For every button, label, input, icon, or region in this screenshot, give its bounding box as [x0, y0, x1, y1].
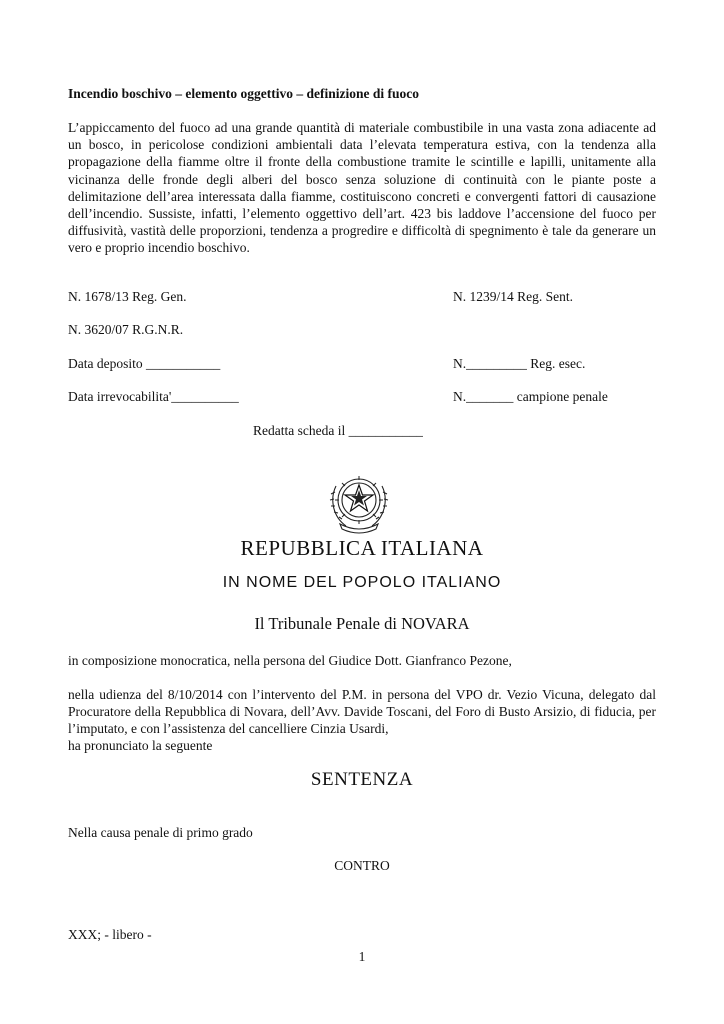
sentenza-title: SENTENZA	[310, 769, 414, 790]
case-summary: L’appiccamento del fuoco ad una grande quantità di materiale combustibile in una vasta zona adiacente ad un bosco, in pericolose condizioni ambientali data l’elevata temperatura estiva, con la tendenza alla propagazione della fiamme oltre il fronte della combustione tramite le scintille e lapilli, unitamente alla vicinanza delle fronde degli alberi del bosco senza soluzione di continuità con le piante poste a delimitazione dell’area interessata dalla fiamme, costituiscono concreti e convergenti fattori di causazione dell’incendio. Sussiste, infatti, l’elemento oggettivo dell’art. 423 bis laddove l’accensione del fuoco per diffusività, vastità delle proporzioni, tendenza a progredire e difficoltà di spegnimento è tale da generare un vero e proprio incendio boschivo.	[68, 120, 656, 256]
data-irrevocabilita: Data irrevocabilita'__________	[68, 389, 239, 404]
campione-penale-number: N._______ campione penale	[453, 389, 608, 404]
redatta-scheda: Redatta scheda il ___________	[253, 423, 423, 438]
case-heading: Incendio boschivo – elemento oggettivo – definizione di fuoco	[68, 86, 419, 101]
hearing-details: nella udienza del 8/10/2014 con l’intervento del P.M. in persona del VPO dr. Vezio Vicuna, delegato dal Procuratore della Repubblica di Novara, dell’Avv. Davide Toscani, del Foro di Busto Arsizio, di fiducia, per l’imputato, e con l’assistenza del cancelliere Cinzia Usardi,	[68, 687, 656, 737]
defendant: XXX; - libero -	[68, 927, 152, 942]
rgnr-number: N. 3620/07 R.G.N.R.	[68, 322, 184, 337]
causa-penale: Nella causa penale di primo grado	[68, 825, 253, 840]
reg-gen-number: N. 1678/13 Reg. Gen.	[68, 289, 187, 304]
court-name: Il Tribunale Penale di NOVARA	[254, 614, 470, 633]
court-composition: in composizione monocratica, nella persona del Giudice Dott. Gianfranco Pezone,	[68, 653, 512, 668]
contro-label: CONTRO	[334, 858, 390, 873]
pronouncement-line: ha pronunciato la seguente	[68, 738, 213, 753]
in-nome-del-popolo: IN NOME DEL POPOLO ITALIANO	[222, 574, 502, 591]
reg-esec-number: N._________ Reg. esec.	[453, 356, 586, 371]
italian-republic-emblem-icon	[326, 466, 392, 536]
data-deposito: Data deposito ___________	[68, 356, 221, 371]
page-number: 1	[358, 949, 366, 964]
repubblica-italiana-title: REPUBBLICA ITALIANA	[240, 536, 484, 560]
reg-sent-number: N. 1239/14 Reg. Sent.	[453, 289, 573, 304]
